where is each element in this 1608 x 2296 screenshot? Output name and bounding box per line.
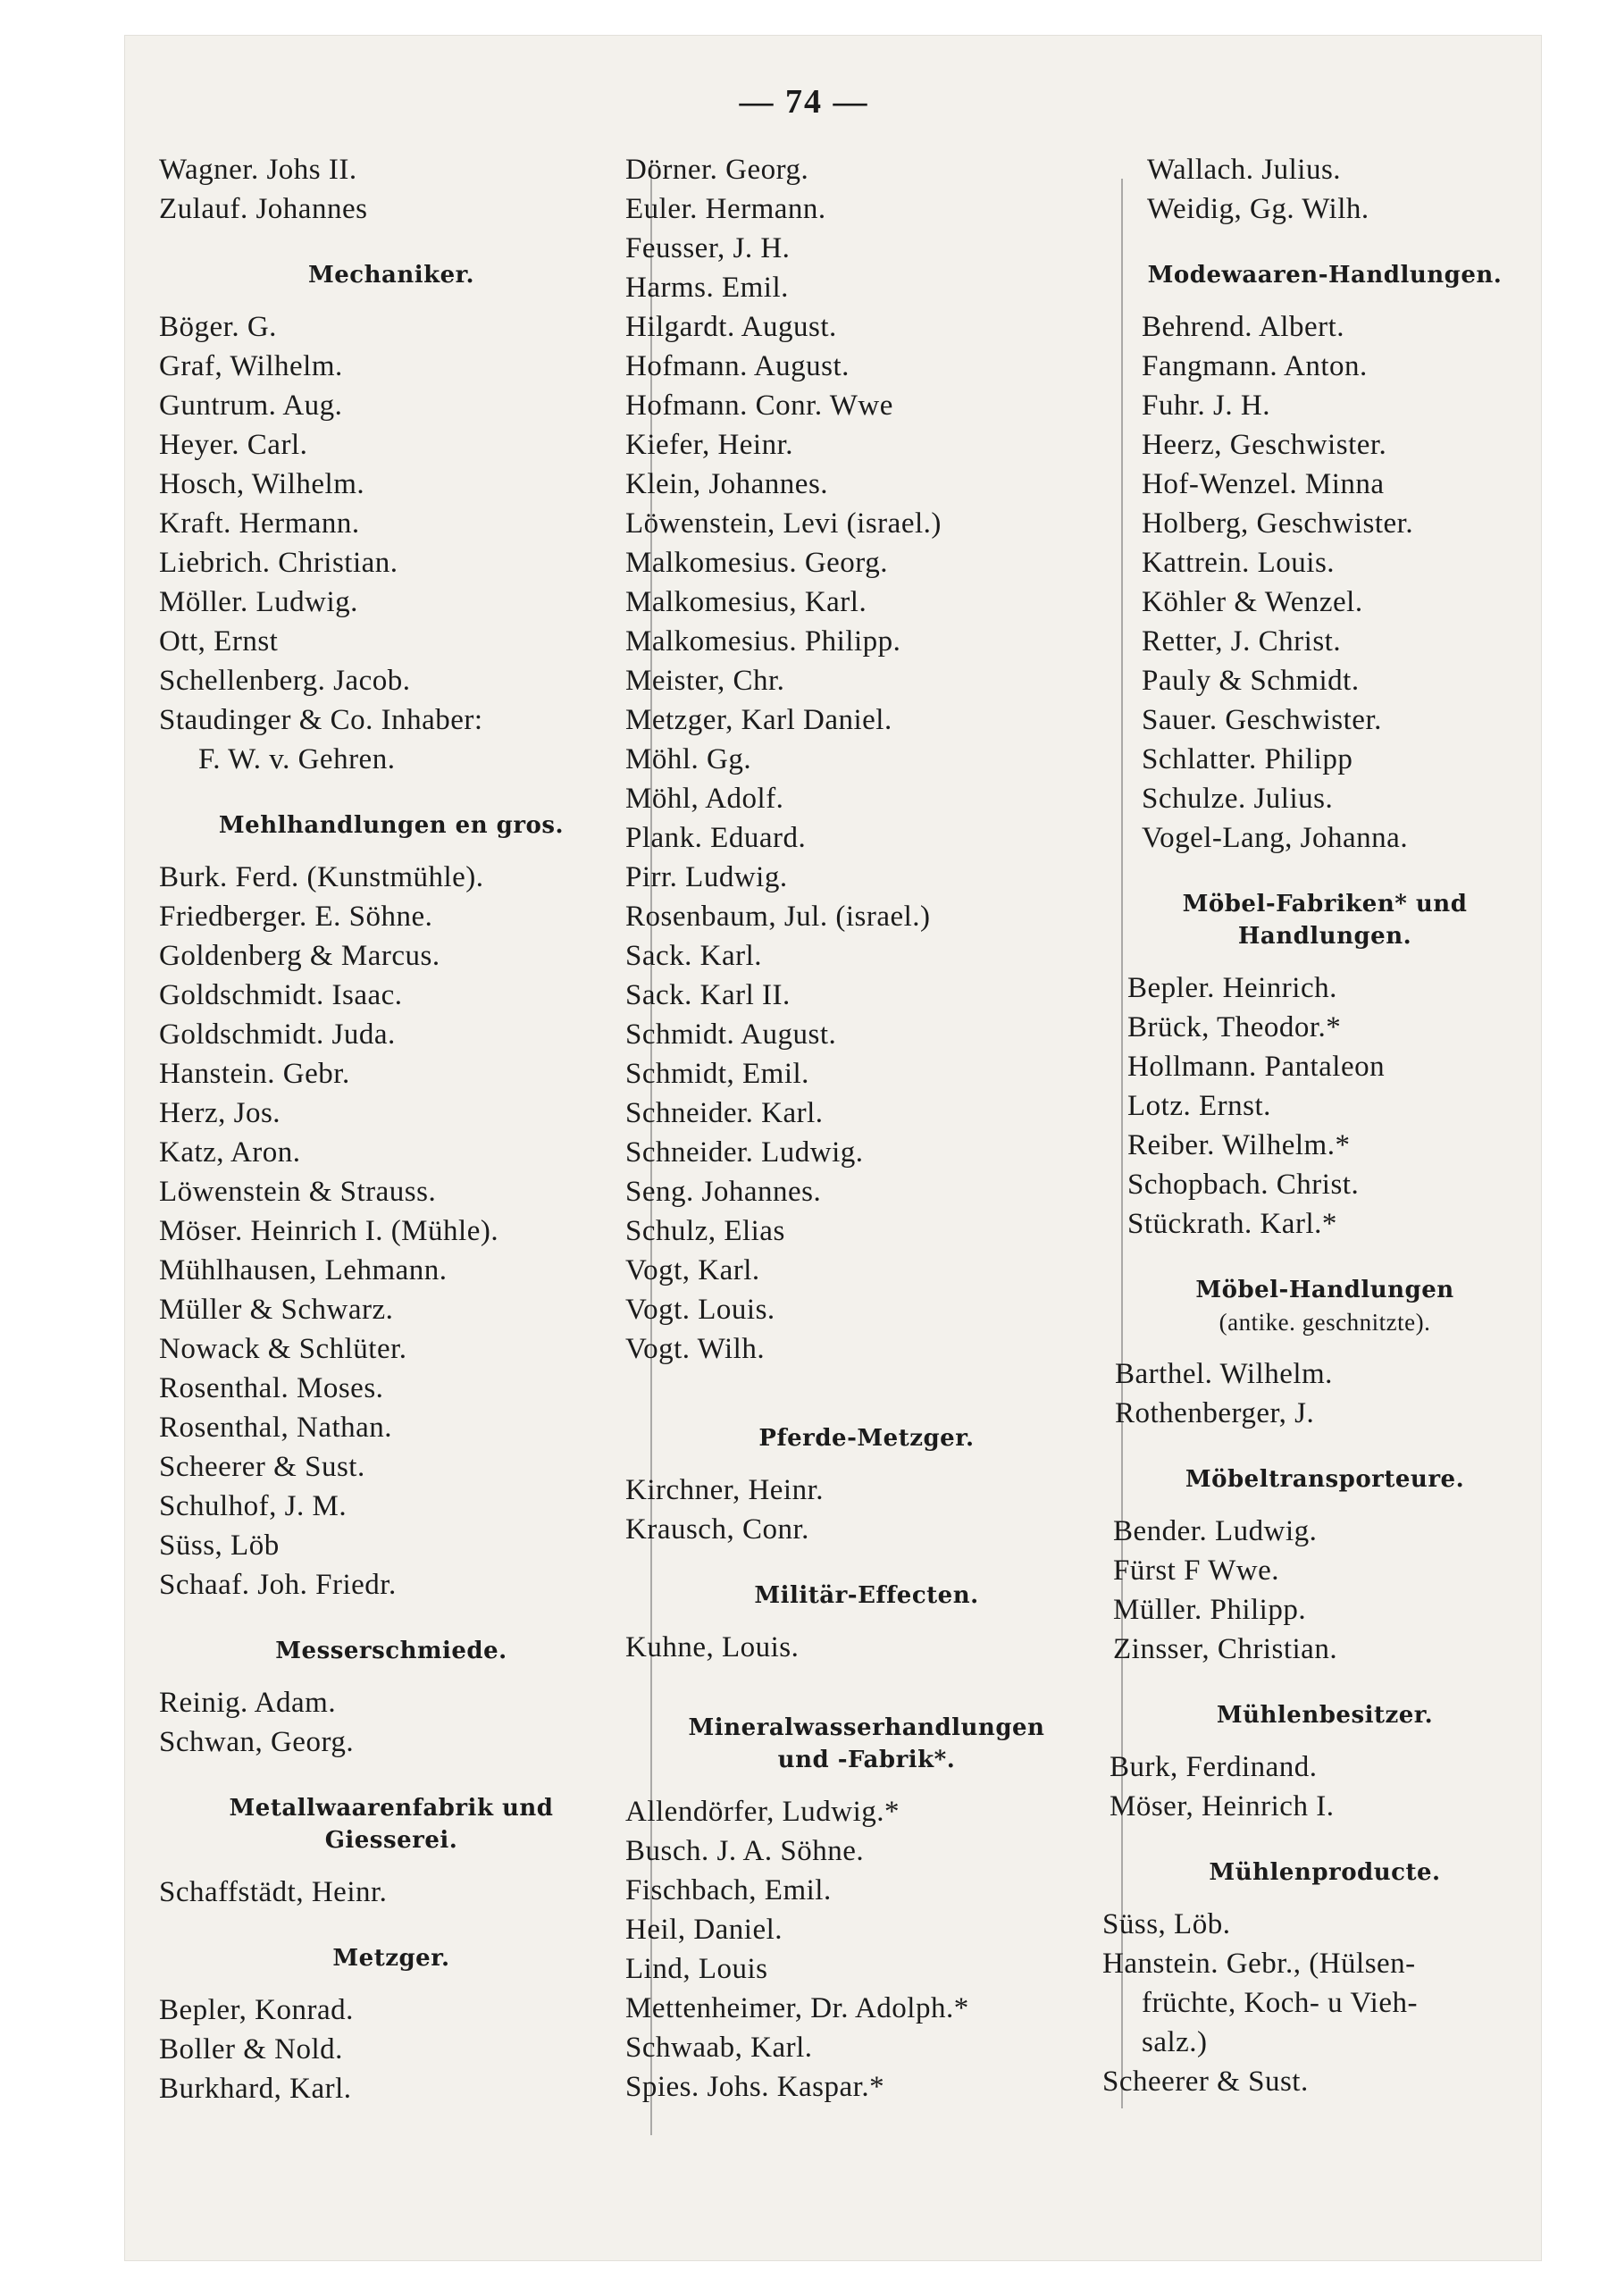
directory-entry: Bepler. Heinrich. [1127, 972, 1337, 1004]
directory-entry: Boller & Nold. [159, 2033, 343, 2066]
directory-entry: Malkomesius. Philipp. [625, 625, 901, 658]
directory-entry: früchte, Koch- u Vieh- [1142, 1987, 1418, 2019]
directory-entry: Staudinger & Co. Inhaber: [159, 704, 483, 736]
section-subheading: (antike. geschnitzte). [1219, 1309, 1431, 1336]
section-heading: Mühlenproducte. [1209, 1859, 1441, 1886]
directory-entry: Heil, Daniel. [625, 1914, 783, 1946]
directory-entry: Möhl, Adolf. [625, 783, 784, 815]
page-number: — 74 — [739, 83, 869, 121]
section-pferde-metzger [625, 1422, 1108, 1549]
directory-entry: Hosch, Wilhelm. [159, 468, 365, 500]
directory-entry: Bepler, Konrad. [159, 1994, 354, 2026]
section-1 [159, 150, 624, 229]
section-metzger [159, 1942, 624, 2108]
directory-entry: Hofmann. Conr. Wwe [625, 390, 893, 422]
directory-entry: Rosenthal. Moses. [159, 1372, 384, 1404]
directory-entry: Fischbach, Emil. [625, 1874, 832, 1906]
directory-entry: Holberg, Geschwister. [1142, 507, 1414, 540]
directory-entry: Fürst F Wwe. [1113, 1554, 1279, 1587]
section-heading [625, 1712, 1108, 1776]
directory-entry: Fangmann. Anton. [1142, 350, 1368, 382]
directory-entry: Wagner. Johs II. [159, 154, 357, 186]
directory-entry: Hanstein. Gebr., (Hülsen- [1102, 1948, 1416, 1980]
section-subheading: Handlungen. [1237, 923, 1412, 950]
section-heading [1097, 888, 1553, 952]
section-continued [1097, 150, 1553, 229]
section-modewaaren [1097, 259, 1553, 858]
directory-entry: Müller & Schwarz. [159, 1294, 394, 1326]
section-heading: Mühlenbesitzer. [1216, 1702, 1434, 1729]
directory-entry: Feusser, J. H. [625, 232, 791, 264]
directory-entry: Reiber. Wilhelm.* [1127, 1129, 1351, 1161]
directory-entry: Fuhr. J. H. [1142, 390, 1270, 422]
directory-entry: Möser, Heinrich I. [1110, 1790, 1335, 1823]
directory-entry: Schaffstädt, Heinr. [159, 1876, 388, 1908]
section-heading: Militär-Effecten. [754, 1582, 979, 1609]
directory-entry: Busch. J. A. Söhne. [625, 1835, 865, 1867]
directory-entry: Löwenstein & Strauss. [159, 1176, 437, 1208]
section-heading: Möbeltransporteure. [1185, 1466, 1465, 1493]
directory-entry: Hof-Wenzel. Minna [1142, 468, 1385, 500]
section-heading [1097, 1274, 1553, 1338]
directory-entry: Hofmann. August. [625, 350, 850, 382]
directory-entry: Böger. G. [159, 311, 277, 343]
directory-entry: Mettenheimer, Dr. Adolph.* [625, 1992, 969, 2024]
directory-entry: Meister, Chr. [625, 665, 785, 697]
directory-entry: Heyer. Carl. [159, 429, 308, 461]
directory-entry: Reinig. Adam. [159, 1687, 337, 1719]
directory-entry: Müller. Philipp. [1113, 1594, 1307, 1626]
directory-entry: Vogt, Karl. [625, 1254, 760, 1286]
directory-entry: Spies. Johs. Kaspar.* [625, 2071, 885, 2103]
directory-entry: Kirchner, Heinr. [625, 1474, 825, 1506]
directory-entry: Ott, Ernst [159, 625, 279, 658]
section-heading-line: Metallwaarenfabrik und [229, 1795, 554, 1822]
directory-entry: Friedberger. E. Söhne. [159, 901, 433, 933]
directory-entry: Retter, J. Christ. [1142, 625, 1342, 658]
directory-entry: Seng. Johannes. [625, 1176, 822, 1208]
directory-entry: Herz, Jos. [159, 1097, 281, 1129]
section-mineralwasser [625, 1712, 1108, 2107]
directory-entry: Sack. Karl. [625, 940, 763, 972]
section-heading-line: Möbel-Handlungen [1195, 1277, 1454, 1303]
column-2 [625, 150, 1108, 2107]
directory-entry: salz.) [1142, 2026, 1208, 2058]
directory-entry: Süss, Löb. [1102, 1908, 1231, 1940]
directory-entry: Burkhard, Karl. [159, 2073, 352, 2105]
directory-entry: Scheerer & Sust. [159, 1451, 365, 1483]
directory-entry: Goldenberg & Marcus. [159, 940, 440, 972]
section-metallwaarenfabrik [159, 1792, 624, 1912]
section-moebel-handlungen [1097, 1274, 1553, 1433]
directory-entry: Schulz, Elias [625, 1215, 785, 1247]
directory-entry: Kiefer, Heinr. [625, 429, 794, 461]
section-moebel-fabriken [1097, 888, 1553, 1244]
section-messerschmiede [159, 1635, 624, 1762]
directory-entry: Schmidt, Emil. [625, 1058, 809, 1090]
column-1 [159, 150, 624, 2108]
directory-entry: Schlatter. Philipp [1142, 743, 1353, 775]
section-heading: Metzger. [332, 1945, 450, 1972]
directory-entry: Möser. Heinrich I. (Mühle). [159, 1215, 499, 1247]
section-heading [159, 1792, 624, 1856]
directory-entry: Lotz. Ernst. [1127, 1090, 1271, 1122]
section-mehlhandlungen [159, 809, 624, 1605]
directory-entry: Behrend. Albert. [1142, 311, 1345, 343]
section-moebeltransporteure [1097, 1463, 1553, 1669]
directory-entry: Burk, Ferdinand. [1110, 1751, 1318, 1783]
directory-entry: Hollmann. Pantaleon [1127, 1051, 1386, 1083]
directory-entry: Vogel-Lang, Johanna. [1142, 822, 1409, 854]
section-heading: Modewaaren-Handlungen. [1147, 262, 1503, 289]
directory-entry: Kuhne, Louis. [625, 1631, 800, 1663]
directory-entry: Guntrum. Aug. [159, 390, 343, 422]
directory-entry: Hanstein. Gebr. [159, 1058, 350, 1090]
column-3 [1097, 150, 1553, 2101]
section-militaer-effecten [625, 1580, 1108, 1667]
directory-entry: Schneider. Karl. [625, 1097, 824, 1129]
directory-entry: Möhl. Gg. [625, 743, 752, 775]
section-heading-line: Mineralwasserhandlungen [688, 1714, 1045, 1741]
section-muehlenproducte [1097, 1856, 1553, 2101]
directory-entry: Graf, Wilhelm. [159, 350, 343, 382]
directory-entry: Weidig, Gg. Wilh. [1147, 193, 1369, 225]
directory-entry: Dörner. Georg. [625, 154, 809, 186]
directory-entry: Metzger, Karl Daniel. [625, 704, 892, 736]
section-heading: Pferde-Metzger. [758, 1425, 975, 1452]
directory-entry: Malkomesius, Karl. [625, 586, 867, 618]
section-heading: Mechaniker. [307, 262, 475, 289]
directory-entry: Malkomesius. Georg. [625, 547, 888, 579]
directory-entry: Schaaf. Joh. Friedr. [159, 1569, 397, 1601]
directory-entry: Goldschmidt. Juda. [159, 1018, 396, 1051]
section-heading-line: Möbel-Fabriken* und [1182, 891, 1468, 918]
directory-entry: Rosenthal, Nathan. [159, 1412, 393, 1444]
directory-entry: Barthel. Wilhelm. [1115, 1358, 1333, 1390]
directory-entry: Stückrath. Karl.* [1127, 1208, 1337, 1240]
directory-entry: Löwenstein, Levi (israel.) [625, 507, 942, 540]
directory-entry: Sauer. Geschwister. [1142, 704, 1382, 736]
section-continued [625, 150, 1108, 1369]
directory-entry: Nowack & Schlüter. [159, 1333, 407, 1365]
section-heading: Mehlhandlungen en gros. [218, 812, 565, 839]
directory-entry: Zinsser, Christian. [1113, 1633, 1338, 1665]
section-heading: Messerschmiede. [275, 1638, 507, 1664]
directory-entry: Lind, Louis [625, 1953, 768, 1985]
directory-entry: Rothenberger, J. [1115, 1397, 1315, 1429]
directory-entry: Kraft. Hermann. [159, 507, 360, 540]
directory-entry: Heerz, Geschwister. [1142, 429, 1387, 461]
directory-entry: Wallach. Julius. [1147, 154, 1342, 186]
directory-entry: Schopbach. Christ. [1127, 1169, 1360, 1201]
directory-entry: Rosenbaum, Jul. (israel.) [625, 901, 931, 933]
directory-entry: Schneider. Ludwig. [625, 1136, 864, 1169]
directory-entry: Katz, Aron. [159, 1136, 301, 1169]
section-subheading: Giesserei. [324, 1827, 458, 1854]
directory-entry: Möller. Ludwig. [159, 586, 358, 618]
directory-entry: Brück, Theodor.* [1127, 1011, 1342, 1043]
directory-entry: Scheerer & Sust. [1102, 2066, 1309, 2098]
directory-entry: Pirr. Ludwig. [625, 861, 788, 893]
directory-entry: Schwaab, Karl. [625, 2032, 813, 2064]
directory-entry: Schmidt. August. [625, 1018, 837, 1051]
directory-entry: Vogt. Louis. [625, 1294, 775, 1326]
directory-entry: Liebrich. Christian. [159, 547, 398, 579]
directory-entry: Klein, Johannes. [625, 468, 829, 500]
directory-entry: Süss, Löb [159, 1529, 280, 1562]
directory-entry: Schellenberg. Jacob. [159, 665, 411, 697]
directory-entry: Kattrein. Louis. [1142, 547, 1336, 579]
directory-entry: Harms. Emil. [625, 272, 789, 304]
directory-entry: Pauly & Schmidt. [1142, 665, 1360, 697]
section-mechaniker [159, 259, 624, 779]
directory-entry: Schulze. Julius. [1142, 783, 1334, 815]
directory-entry: Schwan, Georg. [159, 1726, 355, 1758]
directory-entry: Euler. Hermann. [625, 193, 826, 225]
directory-entry: Vogt. Wilh. [625, 1333, 766, 1365]
directory-entry: Allendörfer, Ludwig.* [625, 1796, 900, 1828]
directory-entry: Hilgardt. August. [625, 311, 837, 343]
directory-entry: Köhler & Wenzel. [1142, 586, 1363, 618]
directory-entry: F. W. v. Gehren. [198, 743, 396, 775]
directory-entry: Zulauf. Johannes [159, 193, 368, 225]
section-subheading: und -Fabrik*. [777, 1747, 956, 1773]
directory-entry: Goldschmidt. Isaac. [159, 979, 403, 1011]
directory-entry: Bender. Ludwig. [1113, 1515, 1318, 1547]
directory-entry: Sack. Karl II. [625, 979, 791, 1011]
directory-entry: Krausch, Conr. [625, 1513, 809, 1546]
directory-entry: Burk. Ferd. (Kunstmühle). [159, 861, 484, 893]
section-muehlenbesitzer [1097, 1699, 1553, 1826]
directory-entry: Mühlhausen, Lehmann. [159, 1254, 448, 1286]
directory-entry: Schulhof, J. M. [159, 1490, 348, 1522]
directory-entry: Plank. Eduard. [625, 822, 807, 854]
